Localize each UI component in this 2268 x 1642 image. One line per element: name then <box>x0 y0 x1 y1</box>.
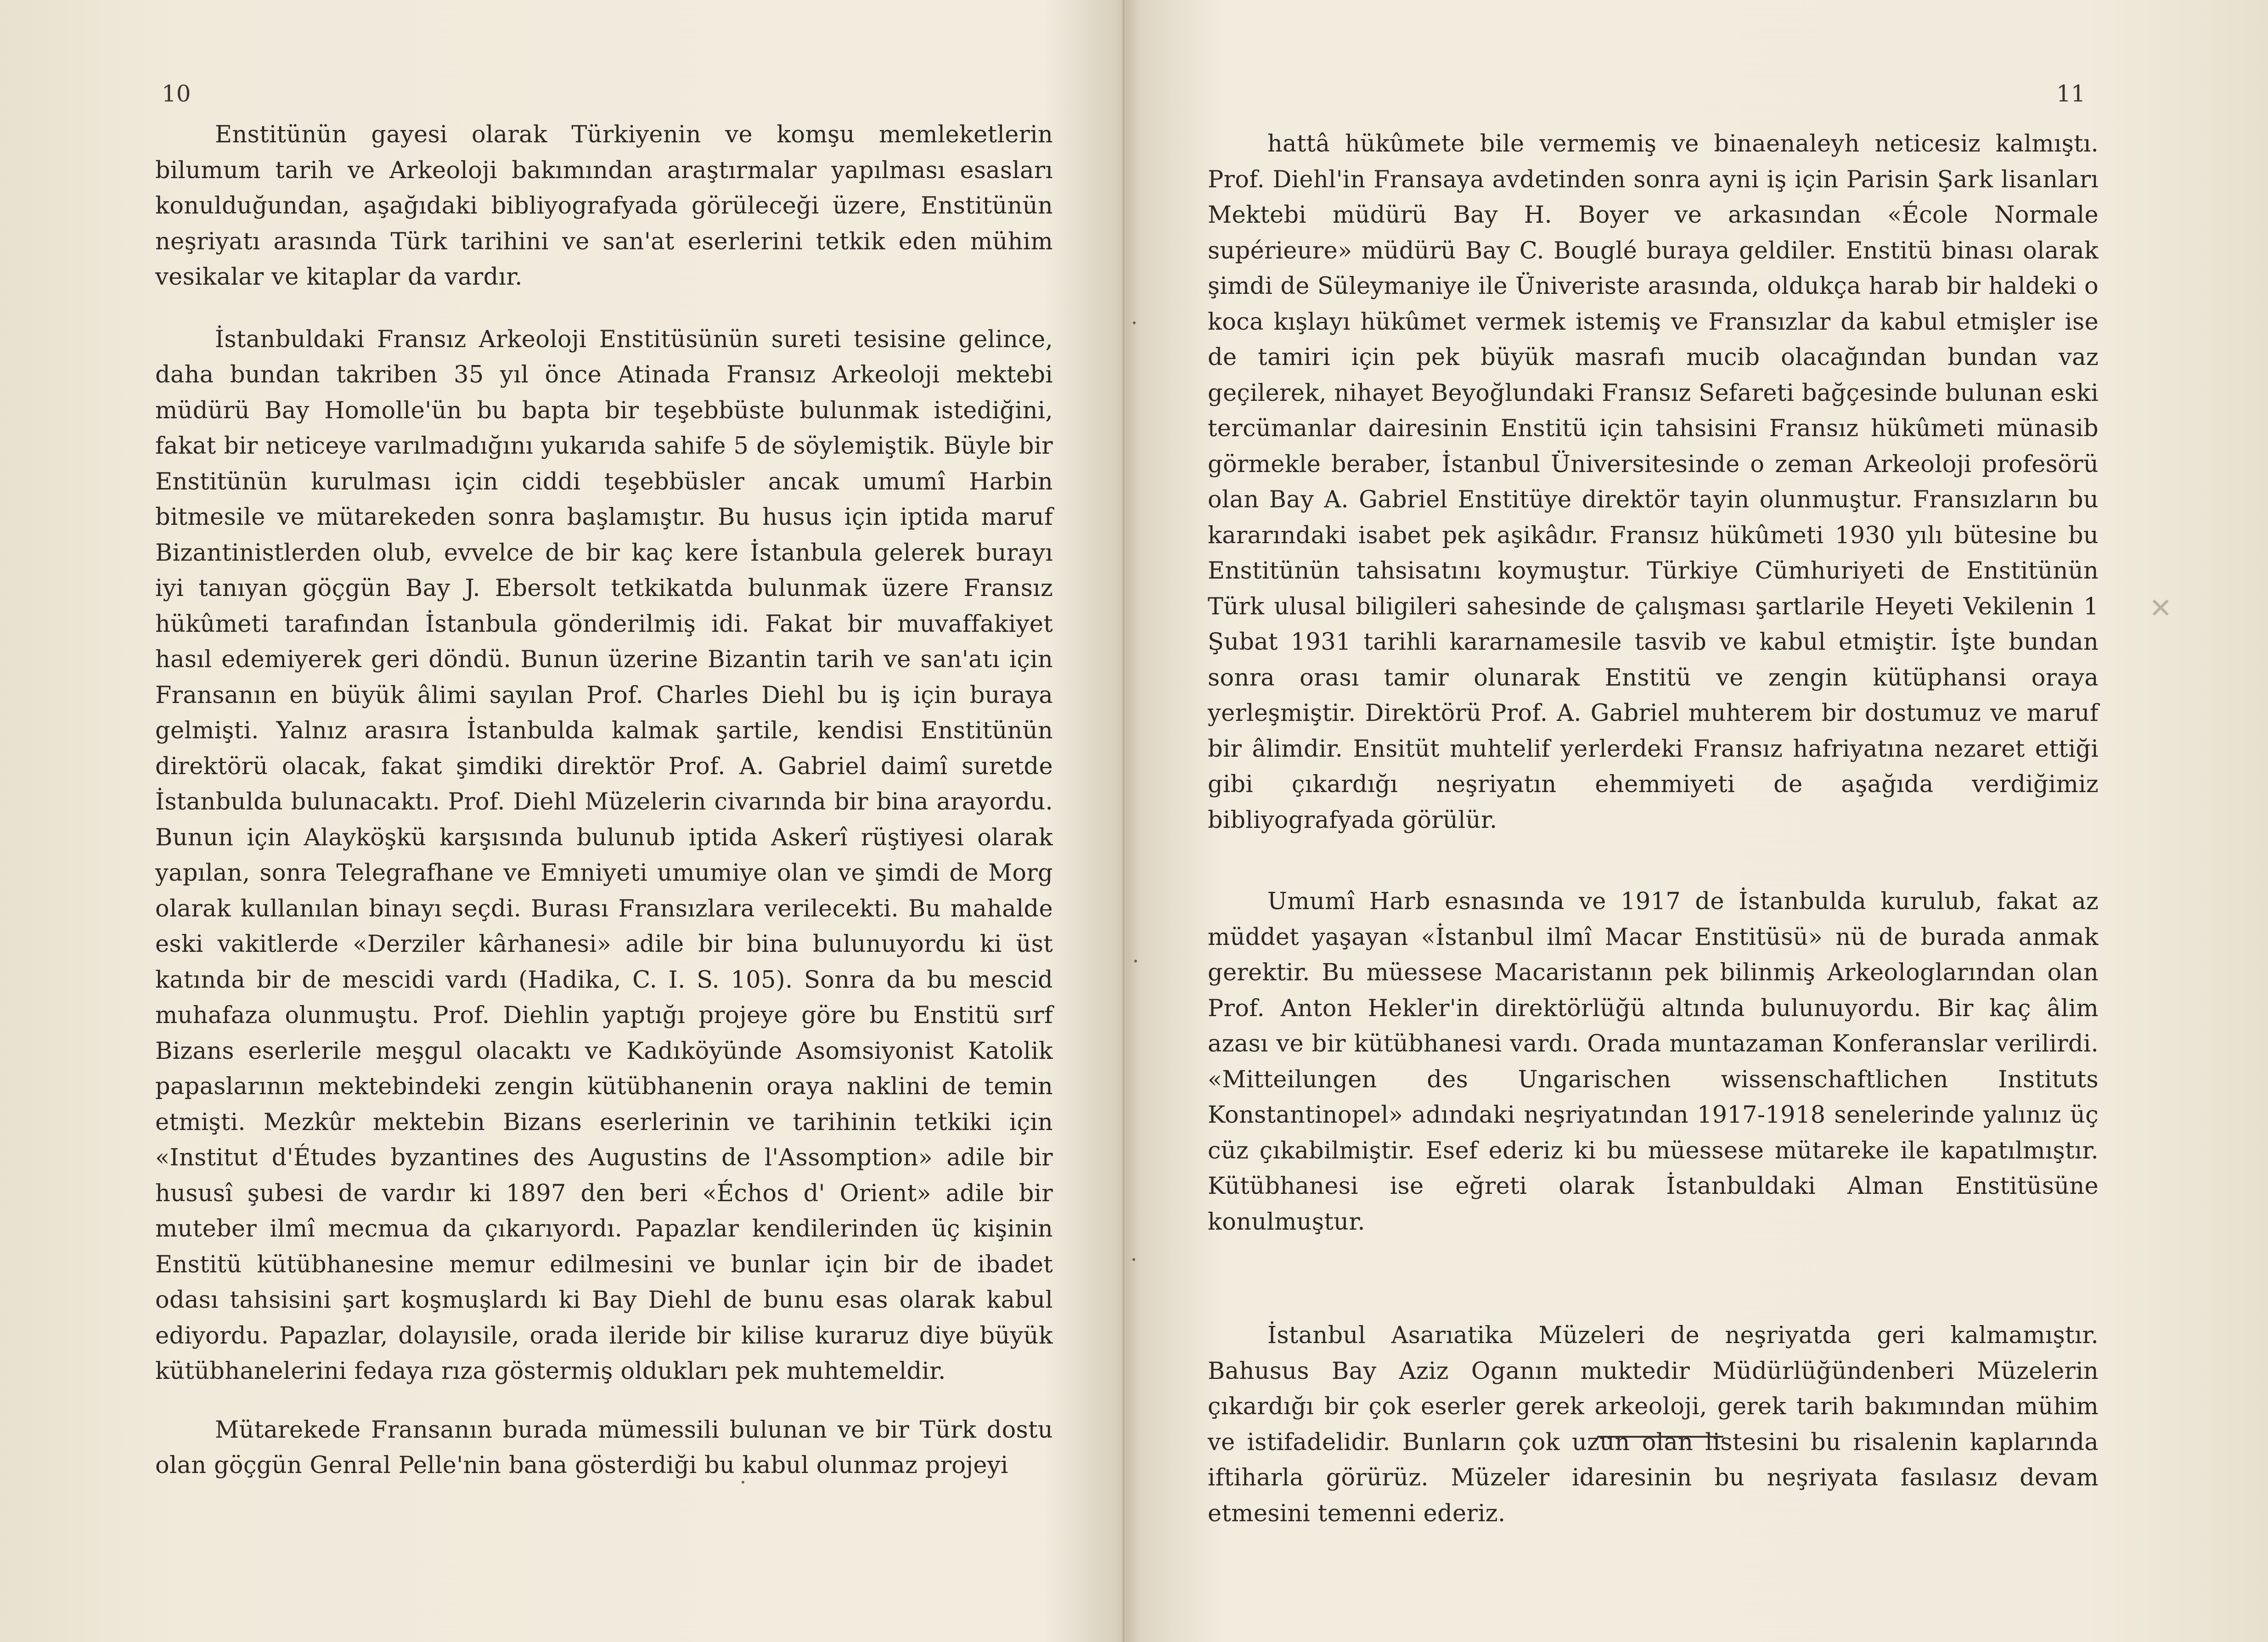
paper-speck <box>1132 1258 1135 1261</box>
right-paragraph-3: İstanbul Asarıatika Müzeleri de neşriyatda geri kalmamıştır. Bahusus Bay Aziz Oganın muktedir Müdürlüğündenberi Müzelerin çıkardığı bir çok eserler gerek arkeoloji, gerek tarih bakımından mühim ve istifadelidir. Bunların çok uzun olan listesini bu risalenin kaplarında iftiharla görürüz. Müzeler idaresinin bu neşriyata fasılasız devam etmesini temenni ederiz. <box>1208 1322 2099 1527</box>
left-page-number: 10 <box>162 80 191 107</box>
right-paragraph-1: hattâ hükûmete bile vermemiş ve binaenaleyh neticesiz kalmıştı. Prof. Diehl'in Fransaya avdetinden sonra ayni iş için Parisin Şark lisanları Mektebi müdürü Bay H. Boyer ve arkasından «École Normale supérieure» müdürü Bay C. Bouglé buraya geldiler. Enstitü binası olarak şimdi de Süleymaniye ile Üniveriste arasında, oldukça harab bir haldeki o koca kışlayı hükûmet vermek istemiş ve Fransızlar da kabul etmişler ise de tamiri için pek büyük masrafı mucib olacağından bundan vaz geçilerek, nihayet Beyoğlundaki Fransız Sefareti bağçesinde bulunan eski tercümanlar dairesinin Enstitü için tahsisini Fransız hükûmeti münasib görmekle beraber, İstanbul Üniversitesinde o zeman Arkeoloji profesörü olan Bay A. Gabriel Enstitüye direktör tayin olunmuştur. Fransızların bu kararındaki isabet pek aşikâdır. Fransız hükûmeti 1930 yılı bütesine bu Enstitünün tahsisatını koymuştur. Türkiye Cümhuriyeti de Enstitünün Türk ulusal biligileri sahesinde de çalışması şartlarile Heyeti Vekilenin 1 Şubat 1931 tarihli kararnamesile tasvib ve kabul etmiştir. İşte bundan sonra orası tamir olunarak Enstitü ve zengin kütüphansi oraya yerleşmiştir. Direktörü Prof. A. Gabriel muhterem bir dostumuz ve maruf bir âlimdir. Ensitüt muhtelif yerlerdeki Fransız hafriyatına nezaret ettiği gibi çıkardığı neşriyatın ehemmiyeti de aşağıda verdiğimiz bibliyografyada görülür. <box>1208 130 2099 834</box>
end-rule <box>1597 1436 1723 1438</box>
paper-speck <box>1134 960 1137 962</box>
left-paragraph-2: İstanbuldaki Fransız Arkeoloji Enstitüsünün sureti tesisine gelince, daha bundan takriben 35 yıl önce Atinada Fransız Arkeoloji mektebi müdürü Bay Homolle'ün bu bapta bir teşebbüste bulunmak istediğini, fakat bir neticeye varılmadığını yukarıda sahife 5 de söylemiştik. Büyle bir Enstitünün kurulması için ciddi teşebbüsler ancak umumî Harbin bitmesile ve mütarekeden sonra başlamıştır. Bu husus için iptida maruf Bizantinistlerden olub, evvelce de bir kaç kere İstanbula gelerek burayı iyi tanıyan göçgün Bay J. Ebersolt tetkikatda bulunmak üzere Fransız hükûmeti tarafından İstanbula gönderilmiş idi. Fakat bir muvaffakiyet hasıl edemiyerek geri döndü. Bunun üzerine Bizantin tarih ve san'atı için Fransanın en büyük âlimi sayılan Prof. Charles Diehl bu iş için buraya gelmişti. Yalnız arasıra İstanbulda kalmak şartile, kendisi Enstitünün direktörü olacak, fakat şimdiki direktör Prof. A. Gabriel daimî suretde İstanbulda bulunacaktı. Prof. Diehl Müzelerin civarında bir bina arayordu. Bunun için Alayköşkü karşısında bulunub iptida Askerî rüştiyesi olarak yapılan, sonra Telegrafhane ve Emniyeti umumiye olan ve şimdi de Morg olarak kullanılan binayı seçdi. Burası Fransızlara verilecekti. Bu mahalde eski vakitlerde «Derziler kârhanesi» adile bir bina bulunuyordu ki üst katında bir de mescidi vardı (Hadika, C. I. S. 105). Sonra da bu mescid muhafaza olunmuştu. Prof. Diehlin yaptığı projeye göre bu Enstitü sırf Bizans eserlerile meşgul olacaktı ve Kadıköyünde Asomsiyonist Katolik papaslarının mektebindeki zengin kütübhanenin oraya naklini de temin etmişti. Mezkûr mektebin Bizans eserlerinin ve tarihinin tetkiki için «Institut d'Études byzantines des Augustins de l'Assomption» adile bir hususî şubesi de vardır ki 1897 den beri «Échos d' Orient» adile bir muteber ilmî mecmua da çıkarıyordı. Papazlar kendilerinden üç kişinin Enstitü kütübhanesine memur edilmesini ve bunlar için bir de ibadet odası tahsisini şart koşmuşlardı ki Bay Diehl de bunu esas olarak kabul ediyordu. Papazlar, dolayısile, orada ileride bir kilise kuraruz diye büyük kütübhanelerini fedaya rıza göstermiş oldukları pek muhtemeldir. <box>155 326 1053 1385</box>
pencil-mark: ✕ <box>2149 592 2172 624</box>
right-paragraph-2: Umumî Harb esnasında ve 1917 de İstanbulda kurulub, fakat az müddet yaşayan «İstanbul ilmî Macar Enstitüsü» nü de burada anmak gerektir. Bu müessese Macaristanın pek bilinmiş Arkeologlarından olan Prof. Anton Hekler'in direktörlüğü altında bulunuyordu. Bir kaç âlim azası ve bir kütübhanesi vardı. Orada muntazaman Konferanslar verilirdi. «Mitteilungen des Ungarischen wissenschaftlichen Instituts Konstantinopel» adındaki neşriyatından 1917-1918 senelerinde yalınız üç cüz çıkabilmiştir. Esef ederiz ki bu müessese mütareke ile kapatılmıştır. Kütübhanesi ise eğreti olarak İstanbuldaki Alman Enstitüsüne konulmuştur. <box>1208 888 2099 1236</box>
paper-speck <box>1133 321 1136 324</box>
left-paragraph-1: Enstitünün gayesi olarak Türkiyenin ve komşu memleketlerin bilumum tarih ve Arkeoloji bakımından araştırmalar yapılması esasları konulduğundan, aşağıdaki bibliyografyada görüleceği üzere, Enstitünün neşriyatı arasında Türk tarihini ve san'at eserlerini tetkik eden mühim vesikalar ve kitaplar da vardır. <box>155 121 1053 291</box>
paper-speck <box>742 1481 744 1484</box>
right-page-number: 11 <box>2056 80 2086 107</box>
left-page-text <box>155 117 1053 1484</box>
left-paragraph-3: Mütarekede Fransanın burada mümessili bulunan ve bir Türk dostu olan göçgün Genral Pelle'nin bana gösterdiği bu kabul olunmaz projeyi <box>155 1416 1053 1479</box>
book-gutter <box>1122 0 1125 1642</box>
right-page-text <box>1208 126 2099 1531</box>
